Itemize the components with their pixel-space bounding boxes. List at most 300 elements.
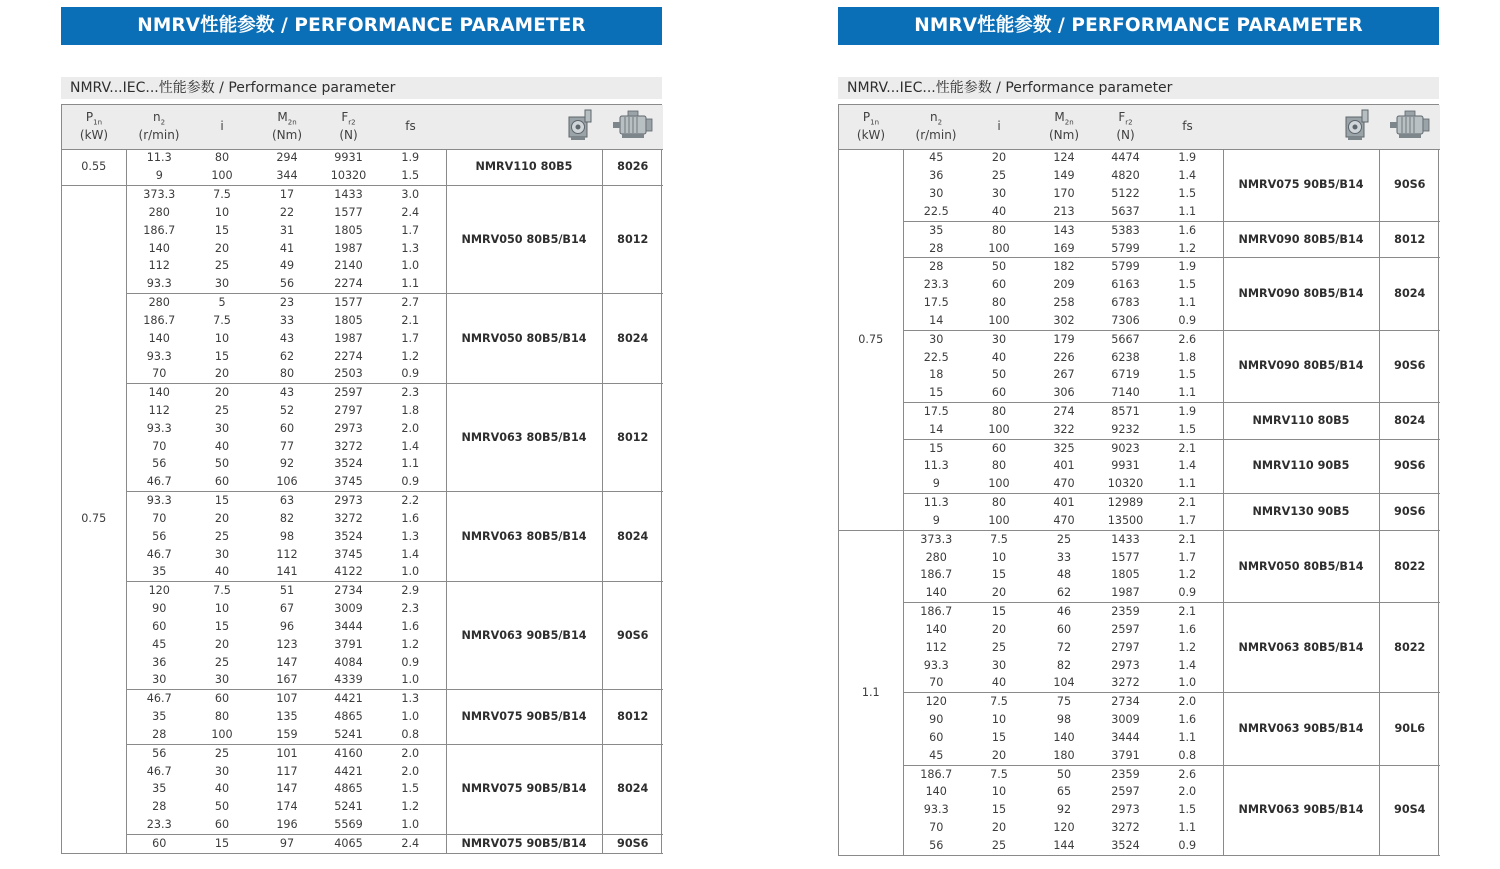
radial-load-cell: 3009	[1111, 713, 1140, 727]
torque-cell: 294	[276, 151, 298, 165]
service-factor-cell: 1.1	[401, 457, 420, 471]
service-factor-cell: 1.0	[401, 710, 420, 724]
torque-cell: 196	[252, 816, 322, 834]
model-cell: NMRV130 90B5	[1223, 494, 1379, 531]
service-factor-cell: 2.7	[401, 296, 420, 310]
motor-cell: 8024	[1379, 403, 1440, 440]
service-factor-cell: 1.3	[401, 529, 420, 543]
header-radial-load-unit: (N)	[339, 128, 358, 143]
torque-cell: 322	[1029, 421, 1099, 439]
service-factor-cell: 2.4	[375, 834, 446, 853]
header-service-factor: fs	[375, 105, 446, 149]
service-factor-cell: 1.3	[401, 692, 420, 706]
torque-cell: 325	[1053, 441, 1075, 455]
header-speed-symbol: n	[929, 110, 938, 125]
model-cell: NMRV075 90B5/B14	[446, 744, 602, 834]
ratio-cell: 80	[991, 223, 1007, 237]
motor-cell: 8024	[602, 492, 663, 582]
service-factor-cell: 1.1	[1152, 475, 1223, 493]
radial-load-cell: 4065	[322, 834, 375, 853]
service-factor-cell: 1.2	[401, 349, 420, 363]
service-factor-cell: 1.5	[1178, 803, 1197, 817]
speed-cell: 30	[929, 187, 944, 201]
speed-cell: 140	[148, 241, 170, 255]
header-torque-symbol: M	[277, 110, 288, 125]
service-factor-cell: 1.2	[1152, 240, 1223, 258]
torque-cell: 82	[1056, 658, 1072, 672]
radial-load-cell: 1805	[334, 313, 363, 327]
speed-cell: 90	[152, 602, 167, 616]
torque-cell: 23	[279, 296, 295, 310]
ratio-cell: 50	[991, 260, 1007, 274]
service-factor-cell: 1.9	[1178, 405, 1197, 418]
torque-cell: 51	[279, 584, 295, 598]
torque-cell: 213	[1029, 203, 1099, 221]
service-factor-cell: 2.6	[1178, 767, 1197, 781]
radial-load-cell: 2503	[322, 365, 375, 383]
torque-cell: 112	[276, 547, 298, 561]
torque-cell: 306	[1029, 384, 1099, 402]
ratio-cell: 30	[214, 547, 230, 561]
radial-load-cell: 3272	[1099, 675, 1152, 693]
header-torque-subscript: 2n	[287, 118, 297, 127]
service-factor-cell: 2.0	[401, 764, 420, 778]
table-row	[839, 330, 1440, 348]
ratio-cell: 100	[192, 167, 252, 185]
ratio-cell: 30	[991, 332, 1007, 346]
radial-load-cell: 2734	[334, 584, 363, 598]
worm-gearbox-icon	[1343, 108, 1371, 145]
torque-cell: 60	[279, 421, 295, 435]
speed-cell: 36	[929, 169, 944, 183]
ratio-cell: 15	[192, 834, 252, 853]
radial-load-cell: 7306	[1099, 312, 1152, 330]
radial-load-cell: 4865	[334, 782, 363, 796]
speed-cell: 9	[903, 475, 969, 493]
ratio-cell: 20	[969, 747, 1029, 765]
torque-cell: 274	[1053, 405, 1075, 418]
ratio-cell: 60	[192, 473, 252, 491]
ratio-cell: 80	[991, 296, 1007, 310]
motor-cell: 90S4	[1379, 765, 1440, 855]
header-service-factor: fs	[1152, 105, 1223, 149]
header-torque	[1029, 105, 1099, 149]
ratio-cell: 25	[969, 837, 1029, 855]
service-factor-cell: 2.4	[401, 205, 420, 219]
ratio-cell: 100	[969, 421, 1029, 439]
radial-load-cell: 3444	[334, 619, 363, 633]
torque-cell: 60	[1056, 622, 1072, 636]
service-factor-cell: 1.5	[401, 782, 420, 796]
radial-load-cell: 5383	[1111, 223, 1140, 237]
speed-cell: 280	[925, 550, 947, 564]
ratio-cell: 25	[991, 640, 1007, 654]
table-row	[839, 494, 1440, 512]
radial-load-cell: 9931	[334, 151, 363, 165]
torque-cell: 117	[276, 764, 298, 778]
ratio-cell: 100	[969, 240, 1029, 258]
speed-cell: 22.5	[903, 203, 969, 221]
torque-cell: 149	[1053, 169, 1075, 183]
ratio-cell: 5	[218, 296, 226, 310]
speed-cell: 373.3	[920, 532, 953, 546]
torque-cell: 344	[252, 167, 322, 185]
header-speed-subscript: 2	[160, 118, 166, 127]
service-factor-cell: 2.1	[1178, 441, 1197, 455]
motor-cell: 90S6	[1379, 330, 1440, 402]
speed-cell: 60	[929, 730, 944, 744]
torque-cell: 82	[279, 511, 295, 525]
radial-load-cell: 6719	[1111, 368, 1140, 382]
speed-cell: 11.3	[923, 496, 949, 510]
torque-cell: 48	[1056, 568, 1072, 582]
speed-cell: 9	[903, 512, 969, 530]
torque-cell: 226	[1053, 350, 1075, 364]
table-row	[62, 582, 663, 600]
radial-load-cell: 9232	[1099, 421, 1152, 439]
speed-cell: 93.3	[126, 275, 192, 293]
speed-cell: 373.3	[143, 188, 176, 202]
radial-load-cell: 3524	[334, 457, 363, 471]
service-factor-cell: 1.5	[1178, 368, 1197, 382]
speed-cell: 46.7	[146, 692, 172, 706]
speed-cell: 70	[152, 439, 167, 453]
service-factor-cell: 2.0	[1178, 785, 1197, 799]
left-panel	[61, 7, 662, 854]
radial-load-cell: 4865	[334, 710, 363, 724]
radial-load-cell: 9023	[1111, 441, 1140, 455]
service-factor-cell: 1.6	[1178, 223, 1197, 237]
header-row	[839, 105, 1440, 149]
radial-load-cell: 1987	[334, 241, 363, 255]
service-factor-cell: 2.3	[401, 386, 420, 400]
model-cell: NMRV075 90B5/B14	[446, 834, 602, 853]
header-speed-unit: (r/min)	[915, 128, 957, 143]
header-speed-symbol: n	[152, 110, 161, 125]
radial-load-cell: 5241	[334, 800, 363, 814]
speed-cell: 280	[148, 205, 170, 219]
speed-cell: 186.7	[920, 767, 953, 781]
speed-cell: 120	[148, 584, 170, 598]
service-factor-cell: 2.9	[401, 584, 420, 598]
service-factor-cell: 1.0	[1152, 675, 1223, 693]
ratio-cell: 15	[991, 803, 1007, 817]
torque-cell: 80	[252, 365, 322, 383]
service-factor-cell: 1.5	[1178, 278, 1197, 292]
torque-cell: 124	[1053, 151, 1075, 165]
motor-cell: 8024	[602, 294, 663, 384]
ratio-cell: 20	[991, 151, 1007, 165]
speed-cell: 11.3	[146, 151, 172, 165]
speed-cell: 90	[929, 713, 944, 727]
motor-cell: 90S6	[1379, 494, 1440, 531]
speed-cell: 28	[903, 240, 969, 258]
speed-cell: 15	[903, 384, 969, 402]
ratio-cell: 15	[214, 494, 230, 508]
torque-cell: 98	[279, 529, 295, 543]
service-factor-cell: 0.9	[1152, 312, 1223, 330]
speed-cell: 45	[903, 747, 969, 765]
power-cell: 0.75	[62, 186, 126, 854]
ratio-cell: 50	[991, 368, 1007, 382]
torque-cell: 33	[1056, 550, 1072, 564]
torque-cell: 25	[1056, 532, 1072, 546]
radial-load-cell: 2359	[1111, 605, 1140, 619]
ratio-cell: 30	[991, 187, 1007, 201]
radial-load-cell: 2973	[1111, 803, 1140, 817]
speed-cell: 45	[152, 637, 167, 651]
torque-cell: 267	[1053, 368, 1075, 382]
radial-load-cell: 3272	[334, 439, 363, 453]
motor-cell: 8024	[1379, 258, 1440, 330]
speed-cell: 93.3	[146, 494, 172, 508]
ratio-cell: 25	[214, 655, 230, 669]
service-factor-cell: 1.7	[1152, 512, 1223, 530]
service-factor-cell: 0.9	[375, 365, 446, 383]
service-factor-cell: 1.5	[1178, 187, 1197, 201]
radial-load-cell: 9931	[1111, 459, 1140, 473]
subtitle: NMRV...IEC...性能参数 / Performance parameter	[61, 77, 662, 99]
service-factor-cell: 1.0	[401, 259, 420, 273]
ratio-cell: 15	[991, 605, 1007, 619]
ratio-cell: 25	[214, 529, 230, 543]
right-panel	[838, 7, 1439, 856]
torque-cell: 52	[279, 404, 295, 417]
torque-cell: 50	[1056, 767, 1072, 781]
model-cell: NMRV063 80B5/B14	[1223, 603, 1379, 693]
torque-cell: 180	[1029, 747, 1099, 765]
model-cell: NMRV110 90B5	[1223, 439, 1379, 493]
ratio-cell: 7.5	[213, 188, 231, 202]
header-speed	[126, 105, 192, 149]
ratio-cell: 7.5	[990, 695, 1008, 709]
speed-cell: 112	[925, 640, 947, 654]
service-factor-cell: 2.0	[1178, 695, 1197, 709]
motor-cell: 90S6	[602, 834, 663, 853]
header-power-unit: (kW)	[79, 128, 109, 143]
service-factor-cell: 1.1	[1152, 384, 1223, 402]
ratio-cell: 30	[214, 421, 230, 435]
speed-cell: 112	[148, 259, 170, 273]
header-radial-load-symbol: F	[1118, 110, 1126, 125]
subtitle: NMRV...IEC...性能参数 / Performance parameter	[838, 77, 1439, 99]
motor-cell: 8022	[1379, 530, 1440, 602]
radial-load-cell: 2973	[334, 421, 363, 435]
ratio-cell: 25	[214, 404, 230, 417]
ratio-cell: 20	[214, 637, 230, 651]
torque-cell: 41	[279, 241, 295, 255]
torque-cell: 470	[1029, 475, 1099, 493]
ratio-cell: 40	[969, 675, 1029, 693]
radial-load-cell: 3272	[334, 511, 363, 525]
table-body-left	[62, 149, 663, 853]
header-gearbox	[1223, 105, 1379, 149]
torque-cell: 143	[1053, 223, 1075, 237]
ratio-cell: 60	[192, 816, 252, 834]
radial-load-cell: 4421	[334, 764, 363, 778]
power-cell: 0.75	[839, 149, 903, 530]
table-row	[62, 186, 663, 204]
ratio-cell: 7.5	[213, 313, 231, 327]
table-row	[839, 530, 1440, 548]
radial-load-cell: 2797	[1111, 640, 1140, 654]
ratio-cell: 40	[192, 564, 252, 582]
header-power-unit: (kW)	[856, 128, 886, 143]
service-factor-cell: 1.8	[1178, 350, 1197, 364]
radial-load-cell: 10320	[322, 167, 375, 185]
torque-cell: 209	[1053, 278, 1075, 292]
service-factor-cell: 1.2	[1178, 568, 1197, 582]
speed-cell: 140	[925, 622, 947, 636]
service-factor-cell: 3.0	[401, 188, 420, 202]
radial-load-cell: 3524	[1099, 837, 1152, 855]
radial-load-cell: 4474	[1111, 151, 1140, 165]
radial-load-cell: 2797	[334, 404, 363, 417]
ratio-cell: 50	[214, 457, 230, 471]
radial-load-cell: 1987	[334, 331, 363, 345]
speed-cell: 186.7	[920, 605, 953, 619]
speed-cell: 28	[152, 800, 167, 814]
speed-cell: 60	[126, 834, 192, 853]
radial-load-cell: 7140	[1099, 384, 1152, 402]
torque-cell: 46	[1056, 605, 1072, 619]
banner-title: NMRV性能参数 / PERFORMANCE PARAMETER	[61, 7, 662, 45]
radial-load-cell: 2597	[1111, 622, 1140, 636]
torque-cell: 106	[252, 473, 322, 491]
ratio-cell: 30	[214, 764, 230, 778]
table-row	[839, 258, 1440, 276]
torque-cell: 135	[276, 710, 298, 724]
radial-load-cell: 2597	[1111, 785, 1140, 799]
electric-motor-icon	[1389, 110, 1431, 143]
ratio-cell: 80	[991, 496, 1007, 510]
torque-cell: 147	[276, 655, 298, 669]
torque-cell: 33	[279, 313, 295, 327]
power-cell: 0.55	[62, 149, 126, 186]
header-power-subscript: 1n	[870, 118, 880, 127]
header-power-symbol: P	[862, 110, 871, 125]
speed-cell: 140	[148, 331, 170, 345]
service-factor-cell: 1.7	[401, 331, 420, 345]
ratio-cell: 10	[991, 785, 1007, 799]
torque-cell: 104	[1029, 675, 1099, 693]
torque-cell: 92	[1056, 803, 1072, 817]
torque-cell: 170	[1053, 187, 1075, 201]
service-factor-cell: 1.3	[401, 241, 420, 255]
radial-load-cell: 4820	[1111, 169, 1140, 183]
speed-cell: 93.3	[146, 349, 172, 363]
header-ratio: i	[192, 105, 252, 149]
speed-cell: 70	[126, 365, 192, 383]
service-factor-cell: 2.1	[1178, 532, 1197, 546]
ratio-cell: 10	[214, 602, 230, 616]
radial-load-cell: 3791	[334, 637, 363, 651]
ratio-cell: 80	[214, 151, 230, 165]
ratio-cell: 60	[991, 441, 1007, 455]
header-torque-unit: (Nm)	[1048, 128, 1080, 143]
service-factor-cell: 0.9	[1152, 837, 1223, 855]
torque-cell: 98	[1056, 713, 1072, 727]
ratio-cell: 100	[192, 726, 252, 744]
table-body-right	[839, 149, 1440, 855]
radial-load-cell: 4160	[334, 746, 363, 760]
power-cell: 1.1	[839, 530, 903, 855]
model-cell: NMRV063 90B5/B14	[446, 582, 602, 690]
service-factor-cell: 2.1	[1178, 496, 1197, 510]
ratio-cell: 25	[214, 259, 230, 273]
service-factor-cell: 1.2	[1178, 640, 1197, 654]
radial-load-cell: 2140	[334, 259, 363, 273]
torque-cell: 107	[276, 692, 298, 706]
model-cell: NMRV110 80B5	[446, 149, 602, 186]
model-cell: NMRV090 80B5/B14	[1223, 221, 1379, 258]
radial-load-cell: 5569	[322, 816, 375, 834]
header-torque-subscript: 2n	[1064, 118, 1074, 127]
speed-cell: 23.3	[923, 278, 949, 292]
torque-cell: 96	[279, 619, 295, 633]
header-motor	[1379, 105, 1440, 149]
speed-cell: 186.7	[143, 223, 176, 237]
radial-load-cell: 6783	[1111, 296, 1140, 310]
torque-cell: 140	[1053, 730, 1075, 744]
speed-cell: 15	[929, 441, 944, 455]
model-cell: NMRV063 90B5/B14	[1223, 765, 1379, 855]
radial-load-cell: 2597	[334, 386, 363, 400]
speed-cell: 45	[929, 151, 944, 165]
speed-cell: 17.5	[923, 296, 949, 310]
torque-cell: 75	[1056, 695, 1072, 709]
radial-load-cell: 5637	[1099, 203, 1152, 221]
speed-cell: 46.7	[146, 547, 172, 561]
service-factor-cell: 1.1	[1152, 203, 1223, 221]
service-factor-cell: 1.2	[401, 800, 420, 814]
performance-table-right	[838, 104, 1439, 856]
torque-cell: 67	[279, 602, 295, 616]
torque-cell: 62	[279, 349, 295, 363]
table-row	[839, 221, 1440, 239]
model-cell: NMRV075 90B5/B14	[446, 690, 602, 744]
speed-cell: 140	[148, 386, 170, 400]
service-factor-cell: 0.8	[375, 726, 446, 744]
header-speed	[903, 105, 969, 149]
speed-cell: 18	[929, 368, 944, 382]
ratio-cell: 7.5	[990, 532, 1008, 546]
motor-cell: 8012	[602, 186, 663, 294]
ratio-cell: 100	[969, 475, 1029, 493]
torque-cell: 92	[279, 457, 295, 471]
service-factor-cell: 2.1	[401, 313, 420, 327]
torque-cell: 302	[1029, 312, 1099, 330]
service-factor-cell: 1.4	[401, 547, 420, 561]
radial-load-cell: 1433	[334, 188, 363, 202]
service-factor-cell: 1.2	[401, 637, 420, 651]
header-torque-unit: (Nm)	[271, 128, 303, 143]
service-factor-cell: 1.1	[1178, 821, 1197, 835]
motor-cell: 8024	[602, 744, 663, 834]
speed-cell: 60	[152, 619, 167, 633]
ratio-cell: 30	[192, 275, 252, 293]
radial-load-cell: 4122	[322, 564, 375, 582]
model-cell: NMRV110 80B5	[1223, 403, 1379, 440]
torque-cell: 123	[276, 637, 298, 651]
radial-load-cell: 3444	[1111, 730, 1140, 744]
ratio-cell: 20	[991, 622, 1007, 636]
motor-cell: 8022	[1379, 603, 1440, 693]
service-factor-cell: 0.8	[1152, 747, 1223, 765]
torque-cell: 65	[1056, 785, 1072, 799]
radial-load-cell: 1805	[334, 223, 363, 237]
ratio-cell: 60	[214, 692, 230, 706]
